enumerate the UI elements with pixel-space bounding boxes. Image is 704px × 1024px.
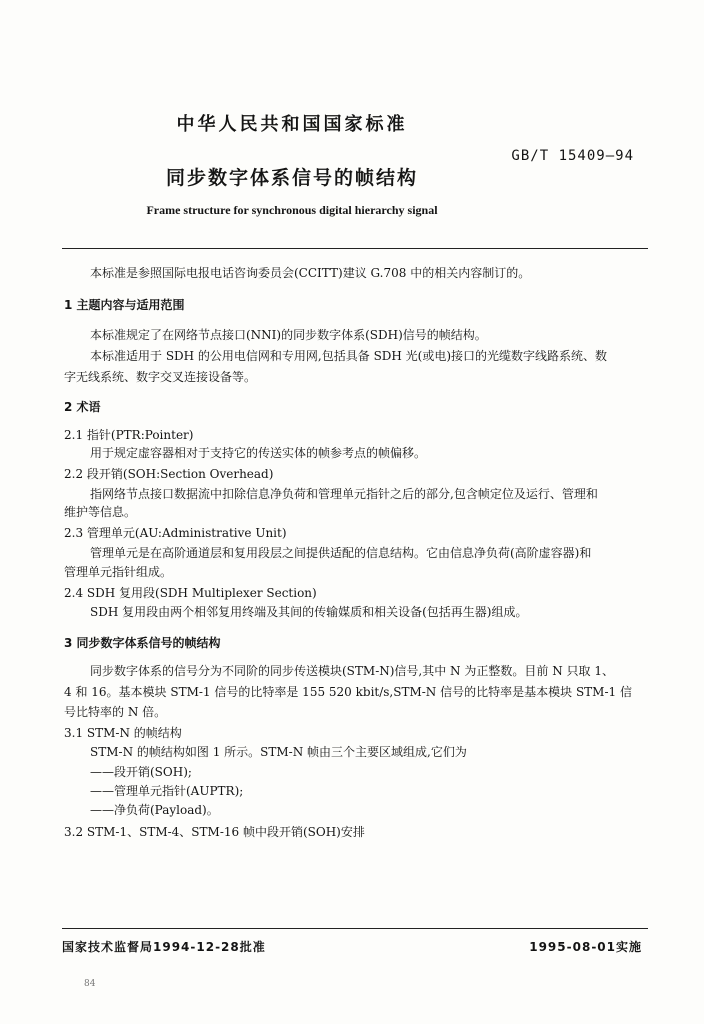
section-3-paragraph-line-2: 4 和 16。基本模块 STM-1 信号的比特率是 155 520 kbit/s,STM-N 信号的比特率是基本模块 STM-1 信: [64, 685, 632, 699]
section-1-heading: 1 主题内容与适用范围: [64, 298, 185, 312]
header-rule: [62, 248, 648, 249]
section-2-heading: 2 术语: [64, 400, 101, 414]
standard-code: GB/T 15409—94: [511, 148, 634, 164]
document-title-cn: 同步数字体系信号的帧结构: [165, 167, 418, 189]
page-number: 84: [84, 979, 96, 989]
term-2-2: 2.2 段开销(SOH:Section Overhead): [64, 467, 274, 481]
footer-rule: [62, 928, 648, 929]
subsection-3-2: 3.2 STM-1、STM-4、STM-16 帧中段开销(SOH)安排: [64, 825, 365, 839]
term-2-3: 2.3 管理单元(AU:Administrative Unit): [64, 526, 287, 540]
term-2-2-definition-line-2: 维护等信息。: [64, 505, 137, 519]
term-2-3-definition-line-1: 管理单元是在高阶通道层和复用段层之间提供适配的信息结构。它由信息净负荷(高阶虚容器)和: [90, 546, 592, 560]
term-2-1-definition: 用于规定虚容器相对于支持它的传送实体的帧参考点的帧偏移。: [90, 446, 427, 460]
subsection-3-1-paragraph: STM-N 的帧结构如图 1 所示。STM-N 帧由三个主要区域组成,它们为: [90, 745, 467, 759]
term-2-2-definition-line-1: 指网络节点接口数据流中扣除信息净负荷和管理单元指针之后的部分,包含帧定位及运行、管理和: [90, 487, 598, 501]
frame-region-item: ——净负荷(Payload)。: [90, 803, 219, 817]
standard-title: 中华人民共和国国家标准: [176, 114, 408, 135]
approval-date: 国家技术监督局1994-12-28批准: [62, 940, 266, 954]
frame-region-item: ——管理单元指针(AUPTR);: [90, 784, 244, 798]
term-2-4-definition: SDH 复用段由两个相邻复用终端及其间的传输媒质和相关设备(包括再生器)组成。: [90, 605, 528, 619]
document-title-en: Frame structure for synchronous digital hierarchy signal: [146, 203, 438, 217]
term-2-4: 2.4 SDH 复用段(SDH Multiplexer Section): [64, 586, 317, 600]
effective-date: 1995-08-01实施: [529, 940, 642, 954]
term-2-1: 2.1 指针(PTR:Pointer): [64, 428, 194, 442]
section-3-paragraph-line-3: 号比特率的 N 倍。: [64, 705, 167, 719]
subsection-3-1: 3.1 STM-N 的帧结构: [64, 726, 182, 740]
section-3-heading: 3 同步数字体系信号的帧结构: [64, 636, 221, 650]
section-1-paragraph-1: 本标准规定了在网络节点接口(NNI)的同步数字体系(SDH)信号的帧结构。: [90, 328, 487, 342]
section-1-paragraph-2-line-2: 字无线系统、数字交叉连接设备等。: [64, 370, 257, 384]
intro-paragraph: 本标准是参照国际电报电话咨询委员会(CCITT)建议 G.708 中的相关内容制订的。: [90, 266, 531, 280]
frame-region-item: ——段开销(SOH);: [90, 765, 192, 779]
section-3-paragraph-line-1: 同步数字体系的信号分为不同阶的同步传送模块(STM-N)信号,其中 N 为正整数。目前 N 只取 1、: [90, 664, 614, 678]
section-1-paragraph-2-line-1: 本标准适用于 SDH 的公用电信网和专用网,包括具备 SDH 光(或电)接口的光缆数字线路系统、数: [90, 349, 608, 363]
term-2-3-definition-line-2: 管理单元指针组成。: [64, 565, 173, 579]
